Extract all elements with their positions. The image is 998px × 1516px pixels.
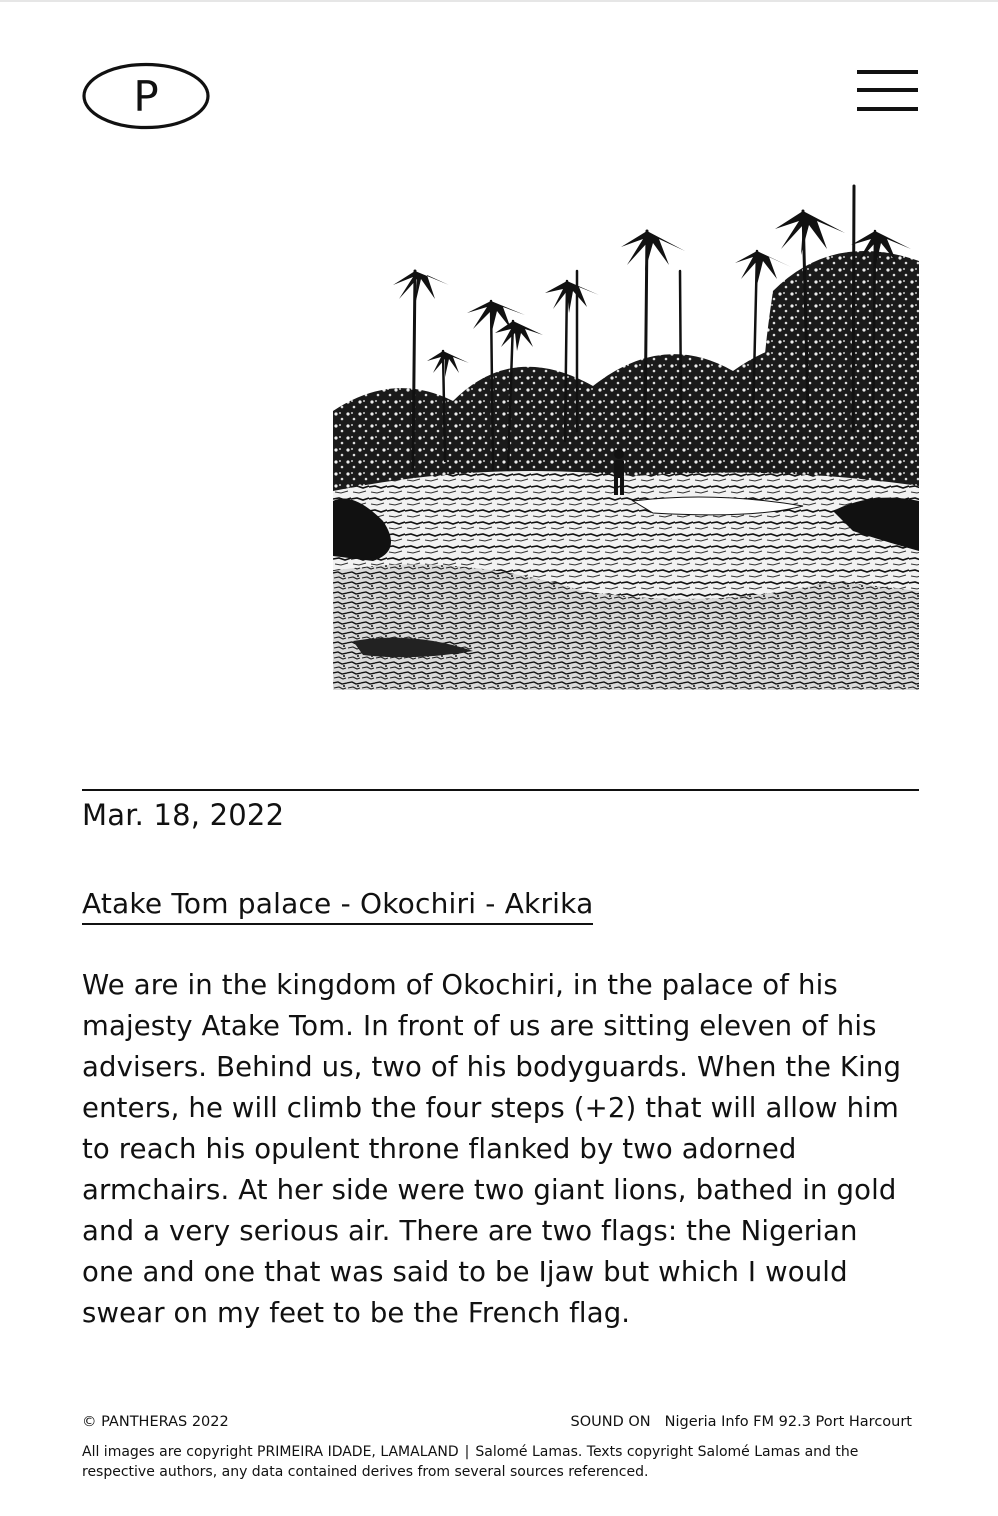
credits-separator: |: [464, 1444, 470, 1460]
menu-bar: [857, 88, 918, 92]
footer: [82, 1412, 912, 1482]
landscape-photo-image: [333, 171, 919, 690]
footer-credits: [82, 1442, 912, 1482]
section-divider: [82, 789, 919, 791]
logo-letter: P: [133, 72, 159, 121]
logo-oval-icon: [82, 62, 210, 130]
menu-bar: [857, 107, 918, 111]
footer-top-row: [82, 1412, 912, 1432]
hero-photo: [333, 171, 919, 690]
site-logo[interactable]: [82, 62, 210, 130]
post-title-link[interactable]: Atake Tom palace - Okochiri - Akrika: [82, 885, 593, 925]
hamburger-menu-icon[interactable]: [857, 70, 919, 114]
post-body: We are in the kingdom of Okochiri, in the palace of his majesty Atake Tom. In front of us are sitting eleven of his advisers. Behind us, two of his bodyguards. When the King enters, he will climb the four steps (+2) that will allow him to reach his opulent throne flanked by two adorned armchairs. At her side were two giant lions, bathed in gold and a very serious air. There are two flags: the Nigerian one and one that was said to be Ijaw but which I would swear on my feet to be the French flag.: [82, 969, 902, 1329]
sound-toggle-button[interactable]: SOUND ON: [570, 1414, 651, 1430]
credits-images: All images are copyright PRIMEIRA IDADE, LAMALAND: [82, 1444, 459, 1460]
credits-texts: Salomé Lamas. Texts copyright Salomé Lamas and the respective authors, any data contained derives from several sources referenced.: [82, 1444, 859, 1480]
radio-station-link[interactable]: Nigeria Info FM 92.3 Port Harcourt: [664, 1414, 912, 1430]
post-date: Mar. 18, 2022: [82, 798, 285, 832]
menu-bar: [857, 70, 918, 74]
top-border: [0, 0, 998, 2]
sound-controls: [571, 1412, 912, 1432]
copyright-text: © PANTHERAS 2022: [82, 1414, 229, 1430]
